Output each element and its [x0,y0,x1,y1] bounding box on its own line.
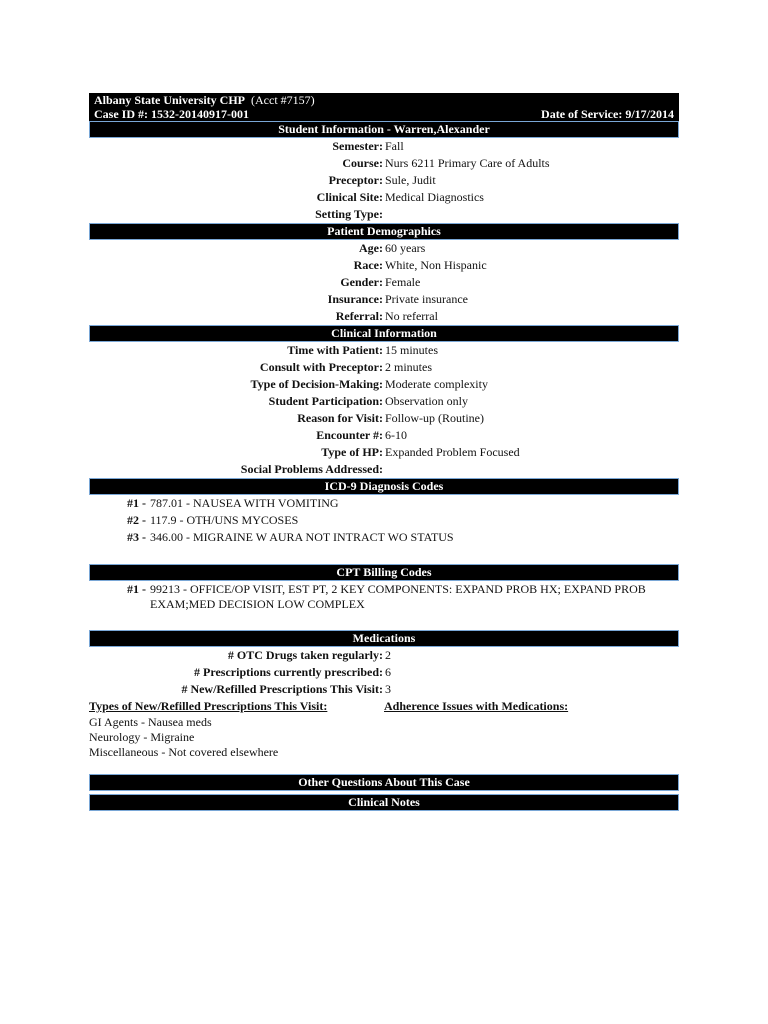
list-item: Miscellaneous - Not covered elsewhere [89,745,279,759]
field-value: 2 [385,648,391,662]
field-value: Fall [385,139,404,153]
icd9-section [89,495,679,546]
field-value: Sule, Judit [385,173,436,187]
field-label: Insurance: [327,292,383,306]
code-text: 117.9 - OTH/UNS MYCOSES [150,513,299,527]
clinical-info-section [89,342,679,478]
field-value [385,206,679,223]
field-label: Social Problems Addressed: [240,462,383,476]
adherence-heading: Adherence Issues with Medications: [384,699,569,713]
kv-row [89,257,679,274]
case-id-row [89,107,679,121]
field-label: Setting Type: [315,207,383,221]
field-label: Student Participation: [268,394,383,408]
field-label: # OTC Drugs taken regularly: [227,648,383,662]
field-label: Age: [359,241,383,255]
kv-row [89,647,679,664]
report-header [89,93,679,107]
field-label: Course: [342,156,383,170]
kv-row [89,189,679,206]
kv-row [89,308,679,325]
kv-row [89,155,679,172]
code-text: 787.01 - NAUSEA WITH VOMITING [150,496,339,510]
field-value: 3 [385,682,391,696]
list-item [89,512,679,529]
other-questions-title: Other Questions About This Case [89,774,679,791]
field-label: Reason for Visit: [297,411,383,425]
student-info-title: Student Information - Warren,Alexander [89,121,679,138]
field-value: 60 years [385,241,426,255]
kv-row [89,240,679,257]
code-number: #1 - [127,496,146,510]
list-item [89,581,679,612]
field-label: # Prescriptions currently prescribed: [194,665,383,679]
kv-row [89,410,679,427]
code-number: #2 - [127,513,146,527]
field-value: Nurs 6211 Primary Care of Adults [385,156,550,170]
medications-section [89,647,679,760]
medications-title: Medications [89,630,679,647]
demographics-section [89,240,679,325]
field-value: 6 [385,665,391,679]
cpt-section [89,581,679,612]
types-heading: Types of New/Refilled Prescriptions This Visit: [89,699,328,713]
code-number: #1 - [127,582,146,596]
field-label: Type of Decision-Making: [250,377,383,391]
field-value: Female [385,275,421,289]
code-text: 99213 - OFFICE/OP VISIT, EST PT, 2 KEY COMPONENTS: EXPAND PROB HX; EXPAND PROB EXAM;MED DECISION LOW COMPLEX [150,582,646,611]
field-value: Expanded Problem Focused [385,445,520,459]
kv-row [89,138,679,155]
field-label: Encounter #: [316,428,383,442]
field-value: 6-10 [385,428,407,442]
list-item: GI Agents - Nausea meds [89,715,212,729]
code-number: #3 - [127,530,146,544]
kv-row [89,291,679,308]
kv-row [89,342,679,359]
kv-row [89,172,679,189]
field-label: # New/Refilled Prescriptions This Visit: [181,682,383,696]
list-item: Neurology - Migraine [89,730,195,744]
field-label: Semester: [332,139,383,153]
field-value: No referral [385,309,438,323]
demographics-title: Patient Demographics [89,223,679,240]
field-label: Preceptor: [328,173,383,187]
kv-row [89,444,679,461]
list-item [89,529,679,546]
code-text: 346.00 - MIGRAINE W AURA NOT INTRACT WO STATUS [150,530,454,544]
field-value: White, Non Hispanic [385,258,487,272]
medication-headings [89,698,679,715]
field-value: Follow-up (Routine) [385,411,484,425]
field-value: Private insurance [385,292,468,306]
field-label: Time with Patient: [287,343,383,357]
field-value: Observation only [385,394,468,408]
field-value: Medical Diagnostics [385,190,484,204]
kv-row [89,664,679,681]
case-id: Case ID #: 1532-20140917-001 [94,107,249,121]
field-label: Gender: [340,275,383,289]
field-value: 15 minutes [385,343,438,357]
kv-row [89,359,679,376]
clinical-info-title: Clinical Information [89,325,679,342]
kv-row [89,427,679,444]
kv-row [89,274,679,291]
kv-row [89,206,679,223]
kv-row [89,681,679,698]
kv-row [89,393,679,410]
field-label: Race: [353,258,383,272]
case-report [89,93,679,811]
date-of-service: Date of Service: 9/17/2014 [541,107,674,121]
field-value: 2 minutes [385,360,432,374]
student-info-section [89,138,679,223]
org-name: Albany State University CHP [94,93,245,107]
list-item [89,495,679,512]
kv-row [89,376,679,393]
field-label: Referral: [335,309,383,323]
field-label: Consult with Preceptor: [259,360,383,374]
field-value: Moderate complexity [385,377,488,391]
field-label: Clinical Site: [316,190,383,204]
icd9-title: ICD-9 Diagnosis Codes [89,478,679,495]
kv-row [89,461,679,478]
account-number: (Acct #7157) [251,93,315,107]
cpt-title: CPT Billing Codes [89,564,679,581]
field-value [385,461,679,478]
field-label: Type of HP: [321,445,383,459]
clinical-notes-title: Clinical Notes [89,794,679,811]
